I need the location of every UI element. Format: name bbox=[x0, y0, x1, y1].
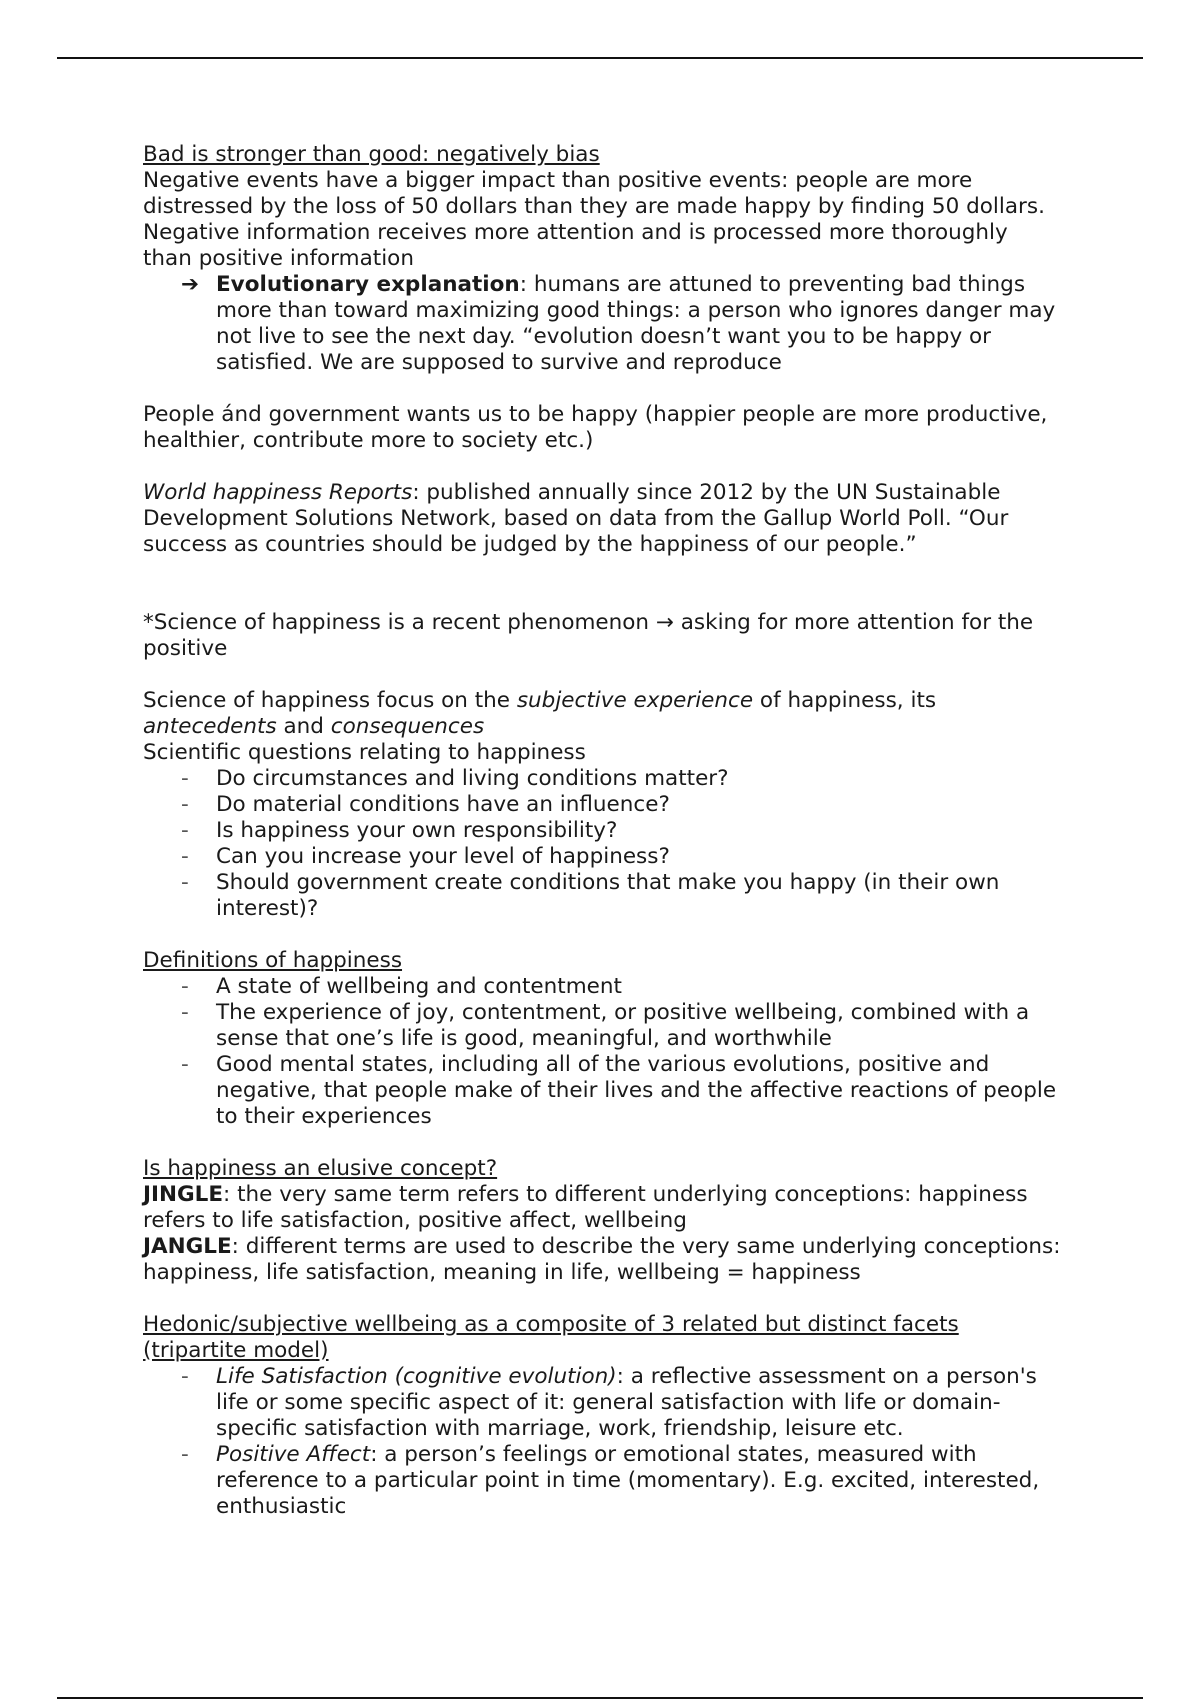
world-happiness-text: : published annually since 2012 by the UN Sustainable Development Solutions Network, based on data from the Gallup World Poll. “Our success as countries should be judged by the happiness of our people.” bbox=[143, 480, 1009, 557]
paragraph-jingle bbox=[143, 1182, 1063, 1234]
paragraph-science-recent: *Science of happiness is a recent phenomenon → asking for more attention for the positive bbox=[143, 610, 1034, 661]
heading-definitions: Definitions of happiness bbox=[143, 948, 403, 973]
jingle-text: : the very same term refers to different underlying conceptions: happiness refers to life satisfaction, positive affect, wellbeing bbox=[143, 1182, 1028, 1233]
paragraph-jangle bbox=[143, 1234, 1063, 1286]
arrow-item-evolutionary bbox=[143, 272, 1063, 376]
header-rule bbox=[57, 57, 1143, 59]
world-happiness-title: World happiness Reports bbox=[143, 480, 413, 505]
paragraph-government: People ánd government wants us to be happy (happier people are more productive, healthier, contribute more to society etc.) bbox=[143, 402, 1048, 453]
life-satisfaction-text: : a reflective assessment on a person's life or some specific aspect of it: general satisfaction with life or domain-specific satisfaction with marriage, work, friendship, leisure etc. bbox=[216, 1364, 1037, 1441]
document-body bbox=[143, 142, 1063, 1520]
tripartite-list bbox=[143, 1364, 1063, 1520]
paragraph-negative-events: Negative events have a bigger impact than positive events: people are more distressed by the loss of 50 dollars than they are made happy by finding 50 dollars. Negative information receives more attention and is processed more thoroughly than positive information bbox=[143, 168, 1045, 271]
life-satisfaction-label: Life Satisfaction (cognitive evolution) bbox=[216, 1364, 617, 1389]
questions-list bbox=[143, 766, 1063, 922]
list-item: - Should government create conditions that make you happy (in their own interest)? bbox=[143, 870, 1063, 922]
list-item: - Is happiness your own responsibility? bbox=[143, 818, 1063, 844]
list-item: - The experience of joy, contentment, or positive wellbeing, combined with a sense that one’s life is good, meaningful, and worthwhile bbox=[143, 1000, 1063, 1052]
list-item: - A state of wellbeing and contentment bbox=[143, 974, 1063, 1000]
positive-affect-text: : a person’s feelings or emotional states, measured with reference to a particular point in time (momentary). E.g. excited, interested, enthusiastic bbox=[216, 1442, 1040, 1519]
jangle-text: : different terms are used to describe the very same underlying conceptions: happiness, life satisfaction, meaning in life, wellbeing = happiness bbox=[143, 1234, 1061, 1285]
list-item: - Do material conditions have an influence? bbox=[143, 792, 1063, 818]
paragraph-science-focus: Science of happiness focus on the subjective experience of happiness, its antecedents and consequences bbox=[143, 688, 937, 739]
list-item bbox=[143, 1442, 1063, 1520]
list-item: - Good mental states, including all of the various evolutions, positive and negative, that people make of their lives and the affective reactions of people to their experiences bbox=[143, 1052, 1063, 1130]
positive-affect-label: Positive Affect bbox=[216, 1442, 371, 1467]
jangle-label: JANGLE bbox=[143, 1234, 232, 1259]
arrow-icon: ➔ bbox=[181, 272, 200, 297]
list-item: - Do circumstances and living conditions matter? bbox=[143, 766, 1063, 792]
heading-elusive-concept: Is happiness an elusive concept? bbox=[143, 1156, 498, 1181]
list-item: - Can you increase your level of happiness? bbox=[143, 844, 1063, 870]
definitions-list bbox=[143, 974, 1063, 1130]
paragraph-world-happiness bbox=[143, 480, 1063, 558]
questions-heading: Scientific questions relating to happiness bbox=[143, 740, 586, 765]
footer-rule bbox=[57, 1697, 1143, 1699]
list-item bbox=[143, 1364, 1063, 1442]
jingle-label: JINGLE bbox=[143, 1182, 224, 1207]
evolutionary-label: Evolutionary explanation bbox=[216, 272, 520, 297]
heading-tripartite-model: Hedonic/subjective wellbeing as a composite of 3 related but distinct facets (tripartite model) bbox=[143, 1312, 959, 1363]
evolutionary-text: : humans are attuned to preventing bad things more than toward maximizing good things: a person who ignores danger may not live to see the next day. “evolution doesn’t want you to be happy or satisfied. We are supposed to survive and reproduce bbox=[216, 272, 1056, 375]
heading-negativity-bias: Bad is stronger than good: negatively bias bbox=[143, 142, 600, 167]
